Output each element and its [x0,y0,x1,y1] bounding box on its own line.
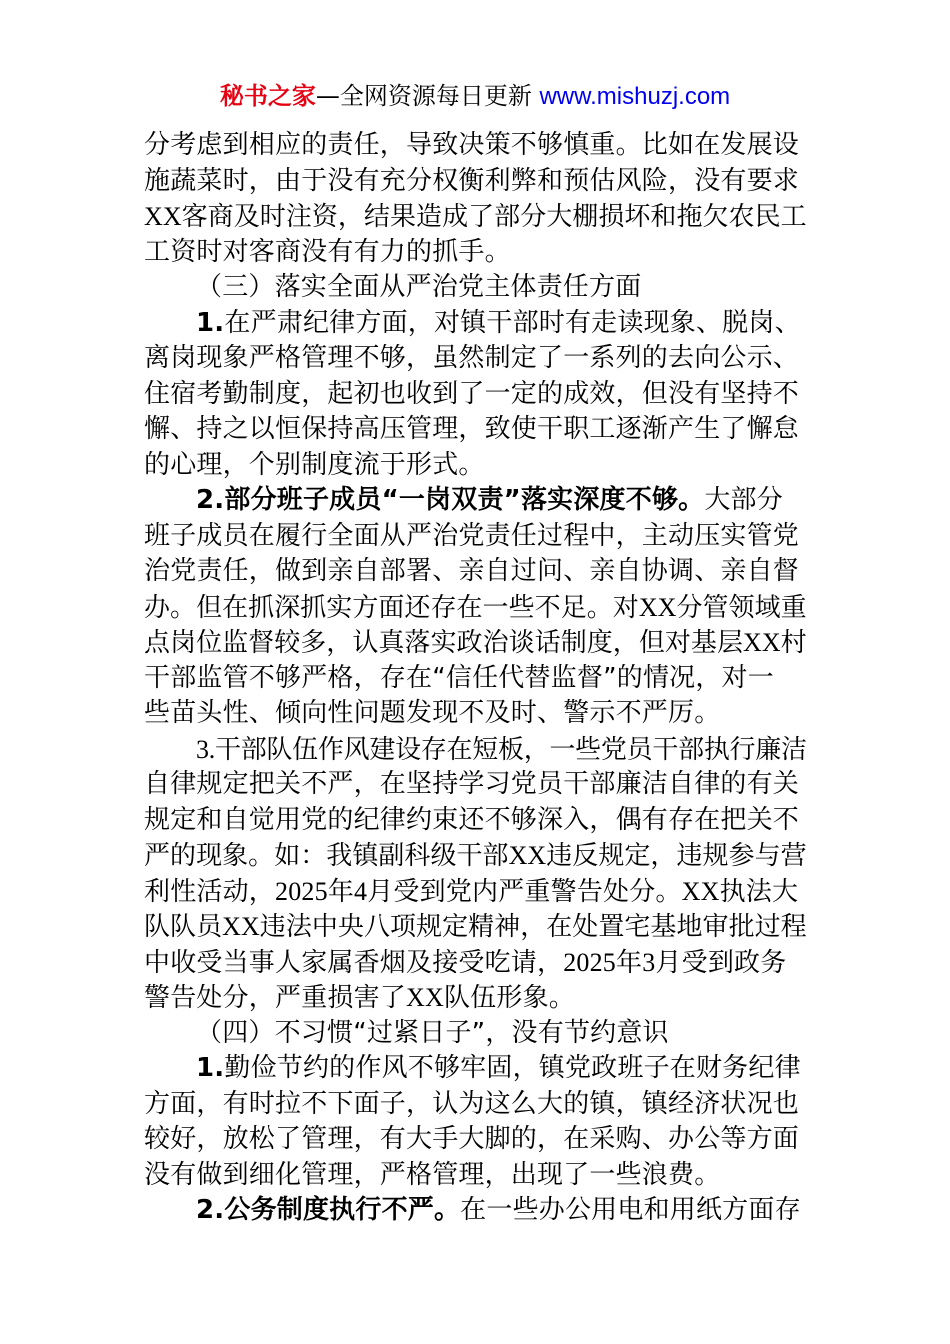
text-line [144,448,808,484]
section-heading [144,1016,808,1052]
text-line [144,412,808,448]
text-line [144,199,808,235]
section-heading [144,270,808,306]
text-run: 点岗位监督较多，认真落实政治谈话制度，但对基层 [144,628,744,658]
text-run: （三）落实全面从严治党主体责任方面 [196,272,642,302]
text-run: 执法大 [719,876,799,907]
text-run: 村 [780,628,807,658]
text-run: 干部队伍作风建设存在短板，一些党员干部执行廉洁 [214,734,807,765]
text-line [144,590,808,626]
text-run: 勤俭节约的作风不够牢固，镇党政班子在财务纪律 [224,1053,801,1083]
text-line [144,341,808,377]
text-line [144,1087,808,1123]
text-line [144,519,808,555]
text-run: 没有做到细化管理，严格管理，出现了一些浪费。 [144,1159,721,1190]
text-run: 严的现象。如：我镇副科级干部 [144,841,509,871]
text-line [144,1122,808,1158]
text-line [144,164,808,200]
text-run: 违法中央八项规定精神，在处置宅基地审批过程 [259,912,807,942]
item-number: 1. [196,1053,225,1083]
document-body [144,128,808,1229]
text-run: 在严肃纪律方面，对镇干部时有走读现象、脱岗、 [224,307,801,338]
text-run: XX [222,912,260,941]
text-run: 年 [616,947,643,978]
item-number: 1. [196,307,225,338]
text-run: 规定和自觉用党的纪律约束还不够深入，偶有存在把关不 [144,804,800,835]
bold-lead: 2.公务制度执行不严。 [196,1195,461,1225]
text-run: 方面，有时拉不下面子，认为这么大的镇，镇经济状况也 [144,1088,800,1119]
text-run: XX [508,841,547,870]
text-line [144,1158,808,1194]
text-run: XX [406,983,444,1012]
text-line [144,838,808,874]
site-header [0,80,950,113]
text-line [144,732,808,768]
text-line [144,128,808,164]
text-line [144,1051,808,1087]
text-run: 工资时对客商没有有力的抓手。 [144,236,511,267]
text-run: 在一些办公用电和用纸方面存 [460,1195,801,1225]
text-line [144,945,808,981]
text-run: 队伍形象。 [443,983,575,1013]
text-line [144,235,808,271]
text-run: XX [743,628,781,657]
text-run: 离岗现象严格管理不够，虽然制定了一系列的去向公示、 [144,343,800,373]
text-line [144,874,808,910]
text-run: 月受到政务 [655,947,787,978]
text-line [144,803,808,839]
text-run: 住宿考勤制度，起初也收到了一定的成效，但没有坚持不 [144,378,800,409]
text-line [144,1193,808,1229]
text-run: 分管领域重 [676,592,807,623]
text-run: XX [681,876,720,906]
text-run: 4 [354,876,368,906]
text-run: 办。但在抓深抓实方面还存在一些不足。对 [144,592,639,623]
bold-lead: 2.部分班子成员“一岗双责”落实深度不够。 [196,485,705,515]
text-run: 中收受当事人家属香烟及接受吃请， [144,947,564,978]
text-line [144,767,808,803]
text-run: 月受到党内严重警告处分。 [367,876,682,907]
text-run: 2025 [275,876,328,906]
text-run: 自律规定把关不严，在坚持学习党员干部廉洁自律的有关 [144,769,800,799]
text-line [144,980,808,1016]
text-run: 队队员 [144,912,223,942]
text-run: 客商及时注资，结果造成了部分大棚损坏和拖欠农民工 [181,202,807,232]
text-run: 分考虑到相应的责任，导致决策不够慎重。比如在发展设 [144,130,800,160]
text-run: XX [638,592,677,622]
site-brand: 秘书之家 [219,82,316,110]
site-url-link[interactable]: www.mishuzj.com [539,83,731,110]
text-line [144,625,808,661]
text-run: 班子成员在履行全面从严治党责任过程中，主动压实管党 [144,520,800,551]
text-run: 较好，放松了管理，有大手大脚的，在采购、办公等方面 [144,1124,800,1154]
item-number: 3. [196,734,215,764]
text-line [144,377,808,413]
text-run: 警告处分，严重损害了 [144,983,407,1013]
text-run: 些苗头性、倾向性问题发现不及时、警示不严厉。 [144,698,721,728]
text-run: 年 [327,876,355,907]
text-line [144,554,808,590]
text-run: 违反规定，违规参与营 [546,841,807,871]
text-line [144,306,808,342]
text-run: 干部监管不够严格，存在“信任代替监督”的情况，对一 [144,662,774,693]
text-run: 利性活动， [144,876,276,907]
text-run: （四）不习惯“过紧日子”，没有节约意识 [196,1017,669,1048]
text-run: 懈、持之以恒保持高压管理，致使干职工逐渐产生了懈怠 [144,414,800,444]
text-run: 大部分 [704,485,783,515]
text-run: 3 [642,947,656,977]
text-run: 施蔬菜时，由于没有充分权衡利弊和预估风险，没有要求 [144,165,800,196]
text-run: XX [144,202,182,231]
text-line [144,909,808,945]
text-line [144,483,808,519]
text-line [144,696,808,732]
text-line [144,661,808,697]
site-tagline: —全网资源每日更新 [315,82,540,110]
text-run: 治党责任，做到亲自部署、亲自过问、亲自协调、亲自督 [144,556,800,586]
text-run: 2025 [563,947,617,977]
text-run: 的心理，个别制度流于形式。 [144,449,485,480]
